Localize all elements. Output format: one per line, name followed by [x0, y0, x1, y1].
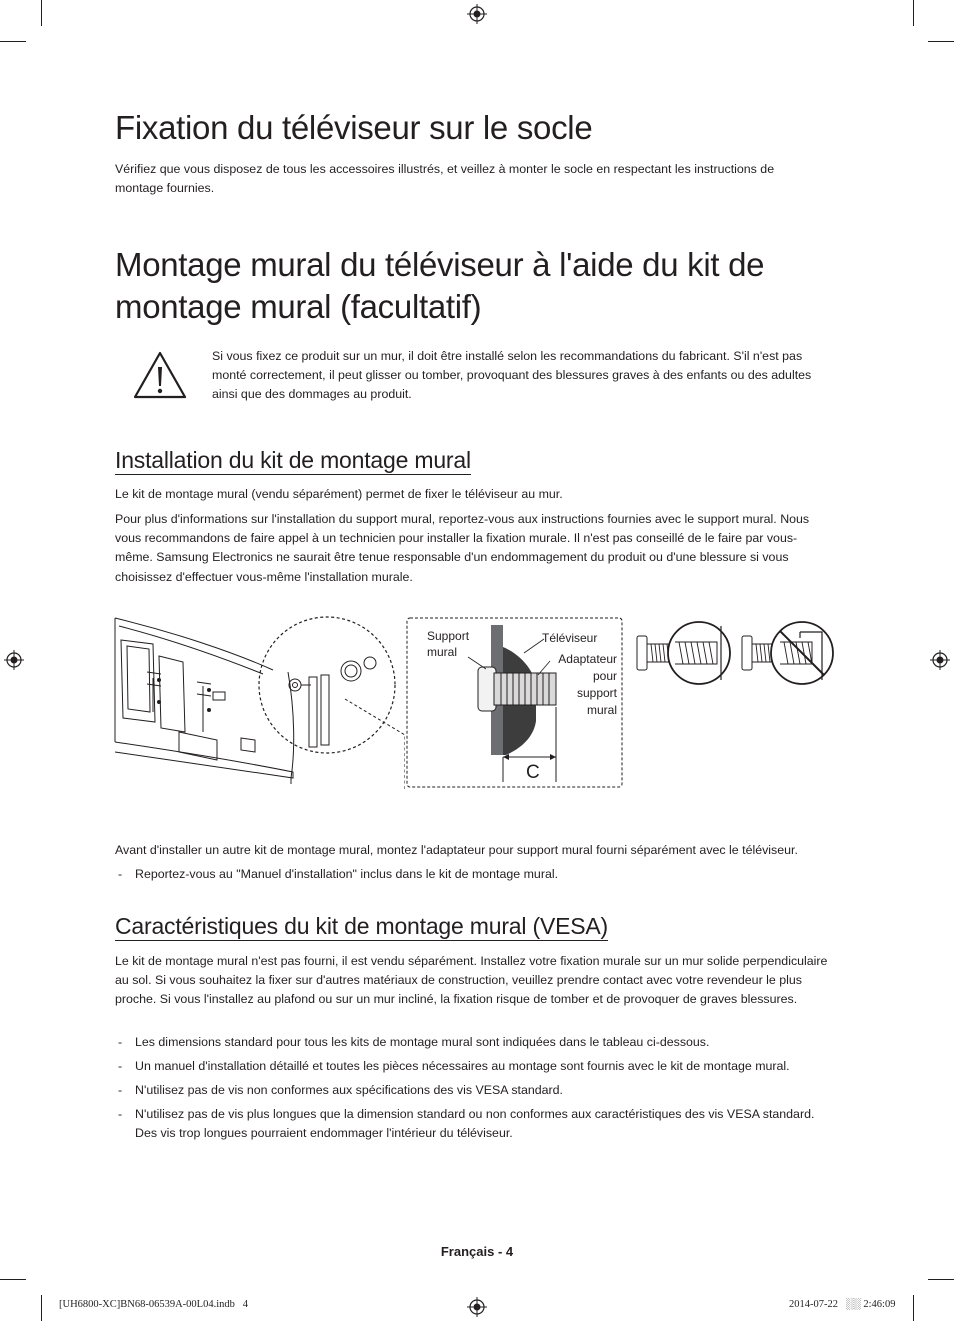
section-title-wall-mount	[115, 244, 855, 328]
install-para-2: Pour plus d'informations sur l'installation du support mural, reportez-vous aux instructions fournies avec le support mural. Nous vous recommandons de faire appel à un technicien pour installer la fixation murale. Il n'est pas conseillé de le faire par vous-même. Samsung Electronics ne saurait être tenue responsable d'un endommagement du produit ou d'une blessure si vous choisissez d'effectuer vous-même l'installation murale.	[115, 512, 810, 584]
crop-mark	[0, 1279, 26, 1280]
crop-mark	[928, 41, 954, 42]
label-adapter	[540, 651, 617, 719]
warning-text: Si vous fixez ce produit sur un mur, il doit être installé selon les recommandations du fabricant. S'il n'est pas monté correctement, il peut glisser ou tomber, provoquant des blessures graves à des enfants ou des adultes ainsi que des dommages au produit.	[212, 349, 812, 402]
list-item-text: N'utilisez pas de vis plus longues que la dimension standard ou non conformes aux caractéristiques des vis VESA standard. Des vis trop longues pourraient endommager l'intérieur du téléviseur.	[135, 1107, 815, 1141]
registration-mark-icon	[467, 4, 487, 24]
label-line: support	[576, 686, 617, 700]
label-line: Adaptateur	[558, 652, 617, 666]
section-title-stand: Fixation du téléviseur sur le socle	[115, 109, 593, 146]
label-line: Support	[427, 629, 470, 643]
print-timestamp: 2014-07-22 ░░ 2:46:09	[789, 1299, 896, 1310]
list-item: - N'utilisez pas de vis plus longues que la dimension standard ou non conformes aux caractéristiques des vis VESA standard. Des vis trop longues pourraient endommager l'intérieur du téléviseur.	[118, 1105, 818, 1145]
crop-mark	[41, 0, 42, 26]
list-item: - Les dimensions standard pour tous les kits de montage mural sont indiquées dans le tableau ci-dessous.	[118, 1033, 838, 1053]
registration-mark-icon	[467, 1297, 487, 1317]
list-item: - Un manuel d'installation détaillé et toutes les pièces nécessaires au montage sont fournis avec le kit de montage mural.	[118, 1057, 838, 1077]
page-number: Français - 4	[440, 1244, 514, 1259]
registration-mark-icon	[930, 650, 950, 670]
label-dimension-c: C	[526, 762, 540, 783]
label-wall-support	[427, 628, 469, 660]
list-item-text: Les dimensions standard pour tous les kits de montage mural sont indiquées dans le tableau ci-dessous.	[135, 1035, 710, 1049]
crop-mark	[913, 1295, 914, 1321]
section-title-install-kit: Installation du kit de montage mural	[115, 447, 471, 475]
crop-mark	[913, 0, 914, 26]
title-line: Montage mural du téléviseur à l'aide du kit de	[115, 246, 765, 283]
label-line: mural	[586, 703, 617, 717]
install-para-3: Avant d'installer un autre kit de montage mural, montez l'adaptateur pour support mural fourni séparément avec le téléviseur.	[115, 843, 798, 857]
section-title-vesa: Caractéristiques du kit de montage mural (VESA)	[115, 913, 608, 941]
screw-correct-icon	[633, 618, 733, 690]
crop-mark	[41, 1295, 42, 1321]
title-line: montage mural (facultatif)	[115, 287, 482, 325]
print-file-info: [UH6800-XC]BN68-06539A-00L04.indb 4	[59, 1299, 248, 1310]
screw-incorrect-icon	[738, 618, 838, 690]
crop-mark	[0, 41, 26, 42]
label-line: pour	[592, 669, 617, 683]
crop-mark	[928, 1279, 954, 1280]
list-item: - Reportez-vous au "Manuel d'installation" inclus dans le kit de montage mural.	[118, 865, 838, 885]
label-line: mural	[427, 645, 458, 659]
list-item-text: N'utilisez pas de vis non conformes aux spécifications des vis VESA standard.	[135, 1083, 563, 1097]
registration-mark-icon	[4, 650, 24, 670]
warning-triangle-icon	[132, 350, 188, 400]
section-body-stand: Vérifiez que vous disposez de tous les accessoires illustrés, et veillez à monter le socle en respectant les instructions de montage fournies.	[115, 162, 775, 196]
mounting-detail-zoom	[255, 615, 405, 790]
label-tv: Téléviseur	[542, 631, 598, 645]
install-para-1: Le kit de montage mural (vendu séparément) permet de fixer le téléviseur au mur.	[115, 487, 563, 501]
vesa-body: Le kit de montage mural n'est pas fourni, il est vendu séparément. Installez votre fixation murale sur un mur solide perpendiculaire au sol. Si vous souhaitez la fixer sur d'autres matériaux de construction, veuillez prendre contact avec votre revendeur le plus proche. Si vous l'installez au plafond ou sur un mur incliné, la fixation risque de tomber et de provoquer de graves blessures.	[115, 954, 828, 1007]
list-item: - N'utilisez pas de vis non conformes aux spécifications des vis VESA standard.	[118, 1081, 838, 1101]
list-item-text: Reportez-vous au "Manuel d'installation" inclus dans le kit de montage mural.	[135, 867, 559, 881]
list-item-text: Un manuel d'installation détaillé et toutes les pièces nécessaires au montage sont fournis avec le kit de montage mural.	[135, 1059, 790, 1073]
